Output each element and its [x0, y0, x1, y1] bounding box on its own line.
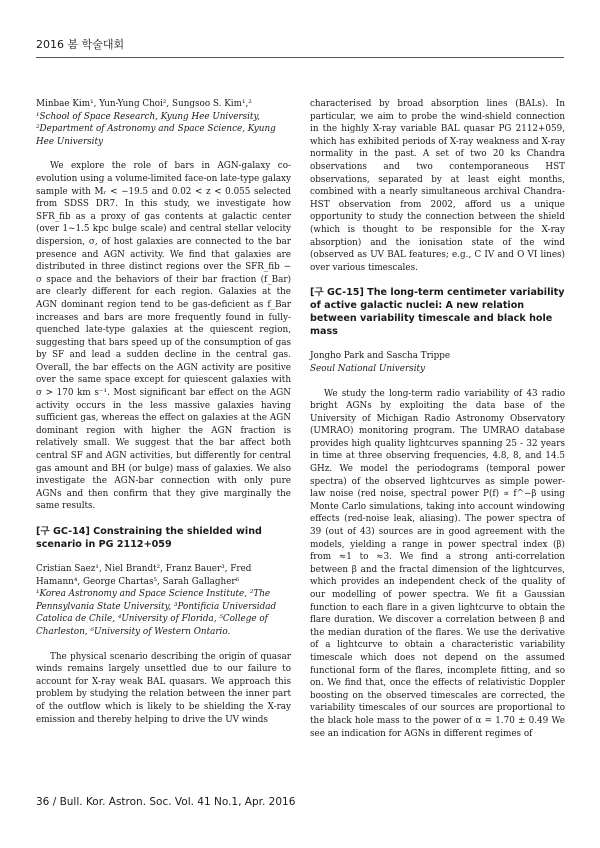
abstract-gc15-authors: Jongho Park and Sascha Trippe — [310, 351, 451, 362]
left-column — [36, 98, 291, 726]
running-header: 2016 봄 학술대회 — [36, 36, 564, 58]
abstract-gc14-body-continued: characterised by broad absorption lines (BALs). In particular, we aim to probe the wind-shield connection in the highly X-ray variable BAL quasar PG 2112+059, which has exhibited periods of X-ray weakness and X-ray normality in the past. A set of two 20 ks Chandra observations and two contemporaneous HST observations, separated by at least eight months, combined with a nearly simultaneous archival Chandra-HST observation from 2002, afford us a unique opportunity to study the connection between the shield (which is thought to be responsible for the X-ray absorption) and the ionisation state of the wind (observed as UV BAL features; e.g., C IV and O VI lines) over various timescales. — [310, 99, 565, 273]
right-column — [310, 98, 565, 740]
abstract-gc15-title: [구 GC-15] The long-term centimeter variability of active galactic nuclei: A new relation between variability timescale and black hole mass — [310, 287, 565, 338]
abstract-gc14-title: [구 GC-14] Constraining the shielded wind scenario in PG 2112+059 — [36, 526, 262, 550]
abstract-gc15-affiliations: Seoul National University — [310, 363, 426, 374]
abstract-gc14-body: The physical scenario describing the origin of quasar winds remains largely unsettled due to our failure to account for X-ray weak BAL quasars. We approach this problem by studying the relation between the inner part of the outflow which is likely to be shielding the X-ray emission and thereby helping to drive the UV winds — [36, 651, 291, 725]
abstract-1-authors: Minbae Kim¹, Yun-Yung Choi², Sungsoo S. Kim¹,² — [36, 99, 252, 109]
abstract-gc14-authors: Cristian Saez¹, Niel Brandt², Franz Bauer³, Fred Hamann⁴, George Chartas⁵, Sarah Gallagher⁶ — [36, 564, 252, 587]
page-footer: 36 / Bull. Kor. Astron. Soc. Vol. 41 No.1, Apr. 2016 — [36, 796, 296, 808]
abstract-1-body: We explore the role of bars in AGN-galaxy co-evolution using a volume-limited face-on late-type galaxy sample with Mᵣ < −19.5 and 0.02 < z < 0.055 selected from SDSS DR7. In this study, we investigate how SFR_fib as a proxy of gas contents at galactic center (over 1~1.5 kpc bulge scale) and central stellar velocity dispersion, σ, of host galaxies are connected to the bar presence and AGN activity. We find that galaxies are distributed in three distinct regions over the SFR_fib − σ space and the behaviors of their bar fraction (f_Bar) are clearly different for each region. Galaxies at the AGN dominant region tend to be gas-deficient as f_Bar increases and bars are more frequently found in fully-quenched late-type galaxies at the quiescent region, suggesting that bars speed up of the consumption of gas by SF and lead a sudden decline in the central gas. Overall, the bar effects on the AGN activity are positive over the same space except for quiescent galaxies with σ > 170 km s⁻¹. Most significant bar effect on the AGN activity occurs in the less massive galaxies having sufficient gas, whereas the effect on galaxies at the AGN dominant region with higher the AGN fraction is relatively small. We suggest that the bar affect both central SF and AGN activities, but differently for central gas amount and BH (or bulge) mass of galaxies. We also investigate the AGN-bar connection with only pure AGNs and then confirm that they give marginally the same results. — [36, 161, 291, 512]
abstract-1-affiliations: ¹School of Space Research, Kyung Hee University, ²Department of Astronomy and Space Science, Kyung Hee University — [36, 111, 276, 147]
abstract-gc15-body: We study the long-term radio variability of 43 radio bright AGNs by exploiting the data base of the University of Michigan Radio Astronomy Observatory (UMRAO) monitoring program. The UMRAO database provides high quality lightcurves spanning 25 - 32 years in time at three observing frequencies, 4.8, 8, and 14.5 GHz. We model the periodograms (temporal power spectra) of the observed lightcurves as simple power-law noise (red noise, spectral power P(f) ∝ f^−β using Monte Carlo simulations, taking into account windowing effects (red-noise leak, aliasing). The power spectra of 39 (out of 43) sources are in good agreement with the models, yielding a range in power spectral index (β) from ≈1 to ≈3. We find a strong anti-correlation between β and the fractal dimension of the lightcurves, which provides an independent check of the quality of our modelling of power spectra. We fit a Gaussian function to each flare in a given lightcurve to obtain the flare duration. We discover a correlation between β and the median duration of the flares. We use the derivative of a lightcurve to obtain a characteristic variability timescale which does not depend on the assumed functional form of the flares, incomplete fitting, and so on. We find that, once the effects of relativistic Doppler boosting on the observed timescales are corrected, the variability timescales of our sources are proportional to the black hole mass to the power of α = 1.70 ± 0.49 We see an indication for AGNs in different regimes of — [310, 388, 565, 739]
abstract-gc14-affiliations: ¹Korea Astronomy and Space Science Institute, ²The Pennsylvania State University, ³Pontificia Universidad Catolica de Chile, ⁴University of Florida, ⁵College of Charleston, ⁶University of Western Ontario. — [36, 589, 277, 637]
